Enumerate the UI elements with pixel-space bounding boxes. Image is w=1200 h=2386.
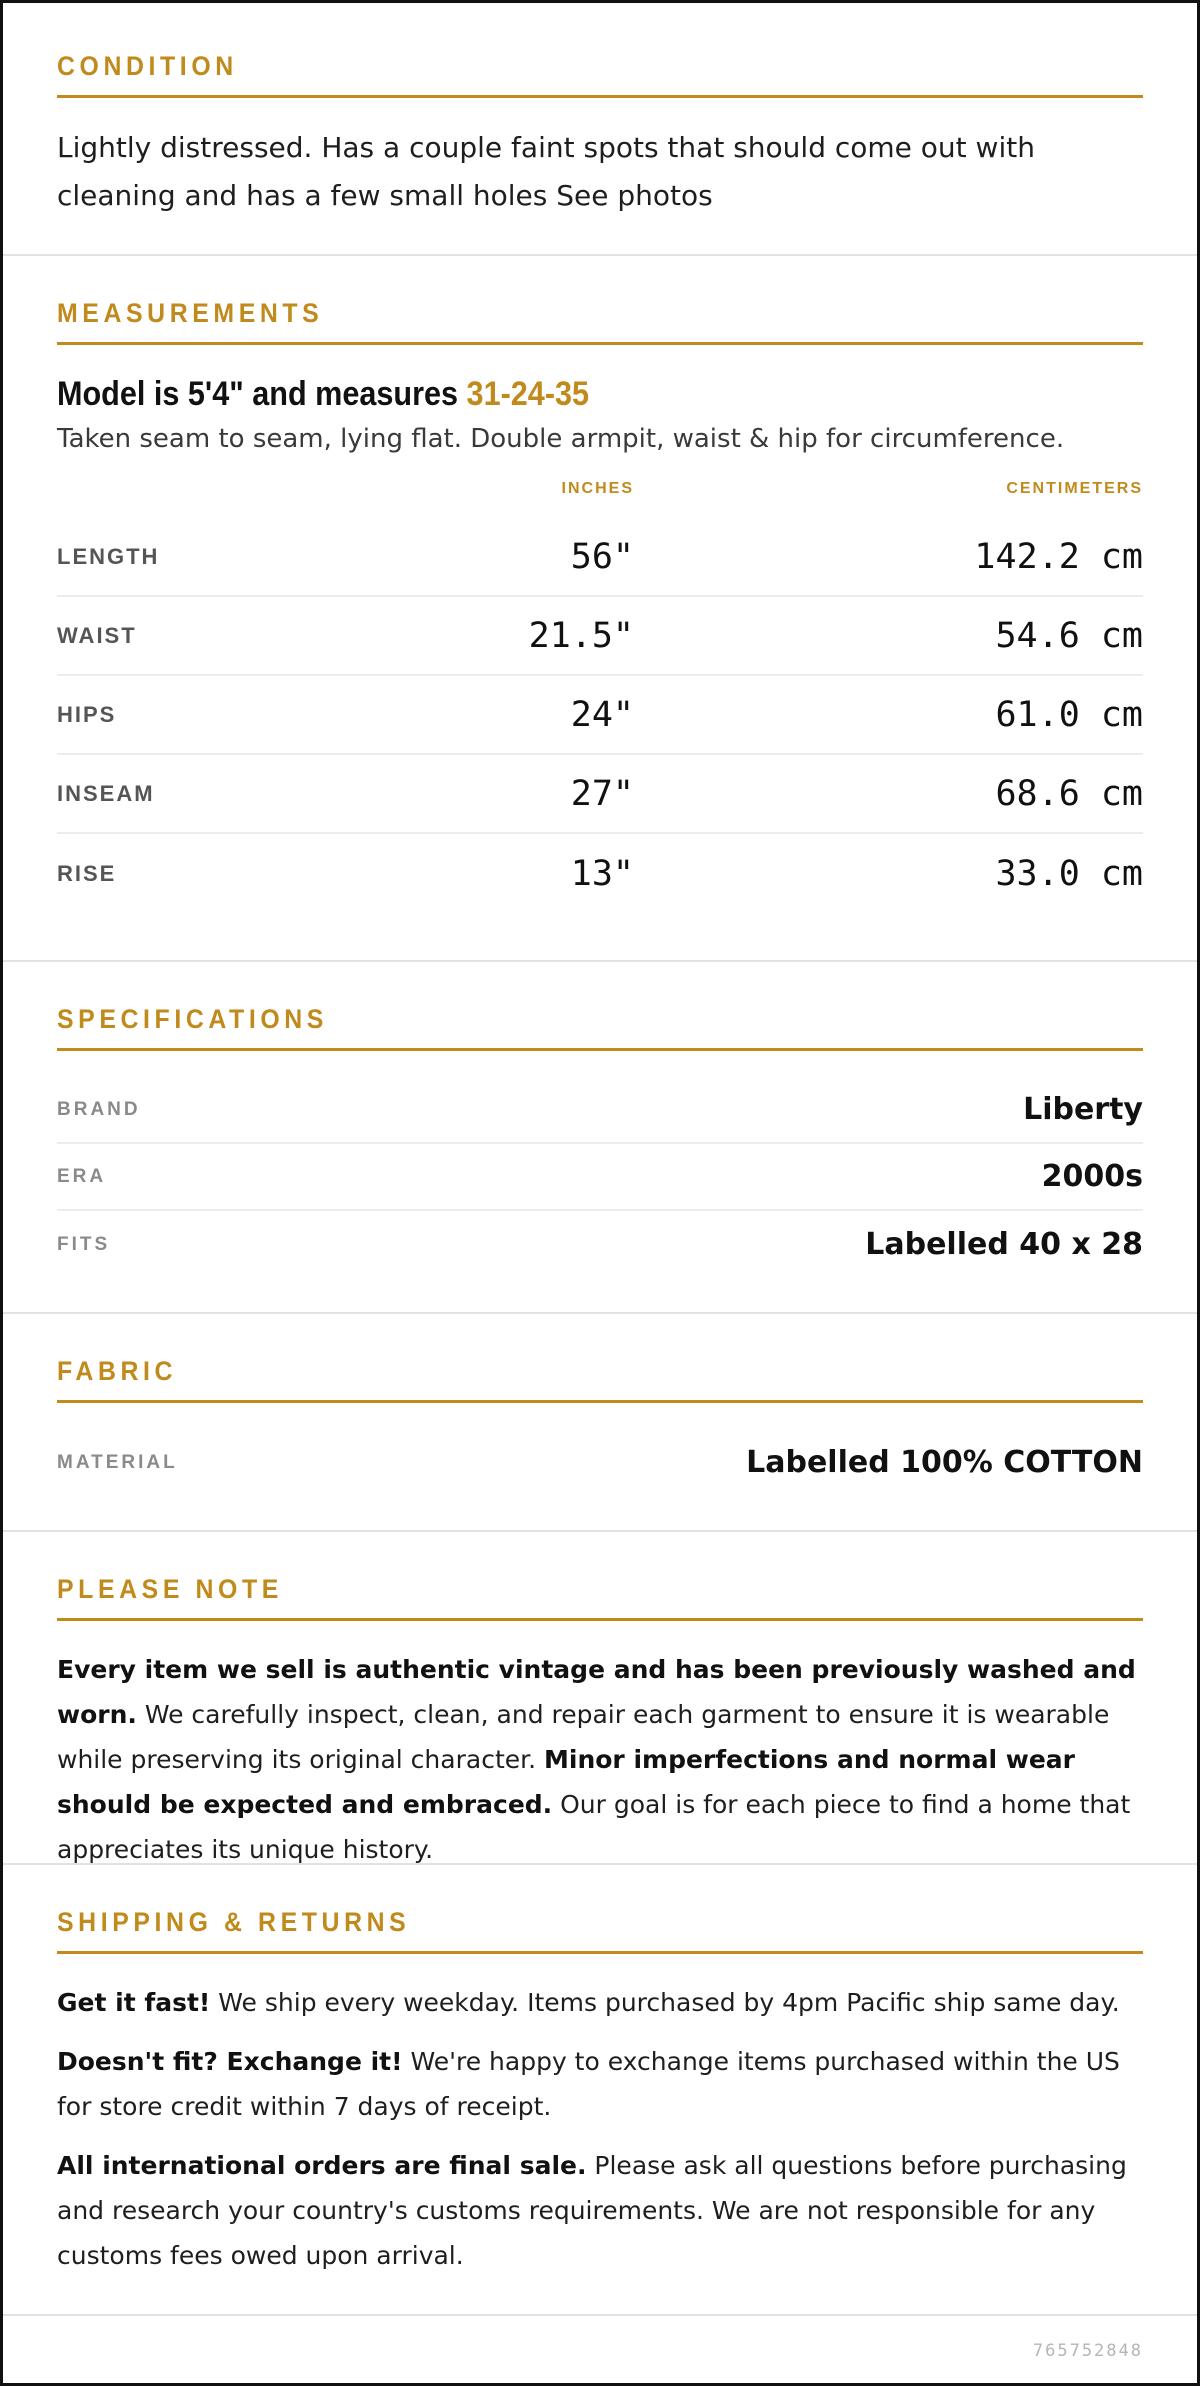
shipping-bold-3: All international orders are final sale. [57, 2151, 587, 2180]
model-measures: 31-24-35 [466, 375, 590, 413]
shipping-heading: SHIPPING & RETURNS [57, 1907, 411, 1937]
measurements-heading-rule [57, 298, 1143, 345]
spec-value: 2000s [1041, 1159, 1143, 1194]
note-text-1: We carefully inspect, clean, and repair each garment to ensure it is wearable while preserving its original character. [57, 1700, 1110, 1774]
shipping-paragraph-1 [57, 1980, 1143, 2025]
fabric-section [3, 1314, 1197, 1532]
measure-label: HIPS [57, 701, 117, 727]
specifications-list [57, 1077, 1143, 1278]
please-note-section [3, 1532, 1197, 1865]
table-row [57, 676, 1143, 755]
list-item [57, 1429, 1143, 1496]
fabric-key: MATERIAL [57, 1451, 178, 1473]
condition-section [3, 3, 1197, 256]
fabric-value: Labelled 100% COTTON [746, 1445, 1143, 1480]
spec-value: Labelled 40 x 28 [865, 1227, 1143, 1262]
spec-key: BRAND [57, 1098, 141, 1120]
shipping-paragraph-2 [57, 2039, 1143, 2129]
measure-label: LENGTH [57, 543, 160, 569]
measure-label: WAIST [57, 622, 137, 648]
table-row [57, 597, 1143, 676]
list-item [57, 1211, 1143, 1278]
table-row [57, 518, 1143, 597]
model-info [57, 375, 1034, 414]
centimeters-column-header: CENTIMETERS [1006, 480, 1143, 497]
measure-cm: 33.0 cm [995, 853, 1143, 894]
specifications-heading-rule [57, 1004, 1143, 1051]
shipping-paragraph-3 [57, 2143, 1143, 2278]
measure-cm: 61.0 cm [995, 694, 1143, 735]
note-heading: PLEASE NOTE [57, 1574, 283, 1604]
item-id: 765752848 [1032, 2341, 1143, 2361]
shipping-heading-rule [57, 1907, 1143, 1954]
table-row [57, 834, 1143, 913]
specifications-heading: SPECIFICATIONS [57, 1004, 328, 1034]
shipping-returns-section [3, 1865, 1197, 2316]
fabric-heading-rule [57, 1356, 1143, 1403]
measurements-header-row [57, 480, 1143, 518]
shipping-bold-2: Doesn't fit? Exchange it! [57, 2047, 403, 2076]
measure-inches: 13" [570, 853, 634, 894]
measurements-heading: MEASUREMENTS [57, 298, 324, 328]
shipping-text-1: We ship every weekday. Items purchased by 4pm Pacific ship same day. [210, 1988, 1120, 2017]
measure-inches: 27" [570, 773, 634, 814]
measurements-table [57, 480, 1143, 913]
spec-key: FITS [57, 1233, 111, 1255]
footer [3, 2316, 1197, 2386]
shipping-text-3: Please ask all questions before purchasing and research your country's customs requirements. We are not responsible for any customs fees owed upon arrival. [57, 2151, 1127, 2270]
measure-cm: 68.6 cm [995, 773, 1143, 814]
list-item [57, 1144, 1143, 1211]
condition-heading-rule [57, 51, 1143, 98]
note-heading-rule [57, 1574, 1143, 1621]
shipping-bold-1: Get it fast! [57, 1988, 211, 2017]
measurements-section [3, 256, 1197, 962]
measurement-note: Taken seam to seam, lying flat. Double armpit, waist & hip for circumference. [57, 424, 1065, 454]
note-bold-2: Minor imperfections and normal wear should be expected and embraced. [57, 1745, 1075, 1819]
fabric-list [57, 1429, 1143, 1496]
model-prefix: Model is 5'4" and measures [57, 375, 467, 413]
condition-text: Lightly distressed. Has a couple faint spots that should come out with cleaning and has a few small holes See photos [57, 131, 1035, 212]
list-item [57, 1077, 1143, 1144]
condition-heading: CONDITION [57, 51, 238, 81]
measure-inches: 24" [570, 694, 634, 735]
table-row [57, 755, 1143, 834]
specifications-section [3, 962, 1197, 1314]
note-text-2: Our goal is for each piece to find a home that appreciates its unique history. [57, 1790, 1131, 1864]
spec-value: Liberty [1023, 1092, 1143, 1127]
measure-cm: 54.6 cm [995, 615, 1143, 656]
measure-label: RISE [57, 860, 117, 886]
note-text [57, 1647, 1143, 1872]
fabric-heading: FABRIC [57, 1356, 178, 1386]
spec-key: ERA [57, 1165, 107, 1187]
shipping-text-2: We're happy to exchange items purchased within the US for store credit within 7 days of receipt. [57, 2047, 1120, 2121]
note-bold-1: Every item we sell is authentic vintage and has been previously washed and worn. [57, 1655, 1136, 1729]
measure-cm: 142.2 cm [974, 536, 1143, 577]
measure-inches: 21.5" [528, 615, 634, 656]
inches-column-header: INCHES [561, 480, 634, 497]
measure-label: INSEAM [57, 780, 155, 806]
measure-inches: 56" [570, 536, 634, 577]
